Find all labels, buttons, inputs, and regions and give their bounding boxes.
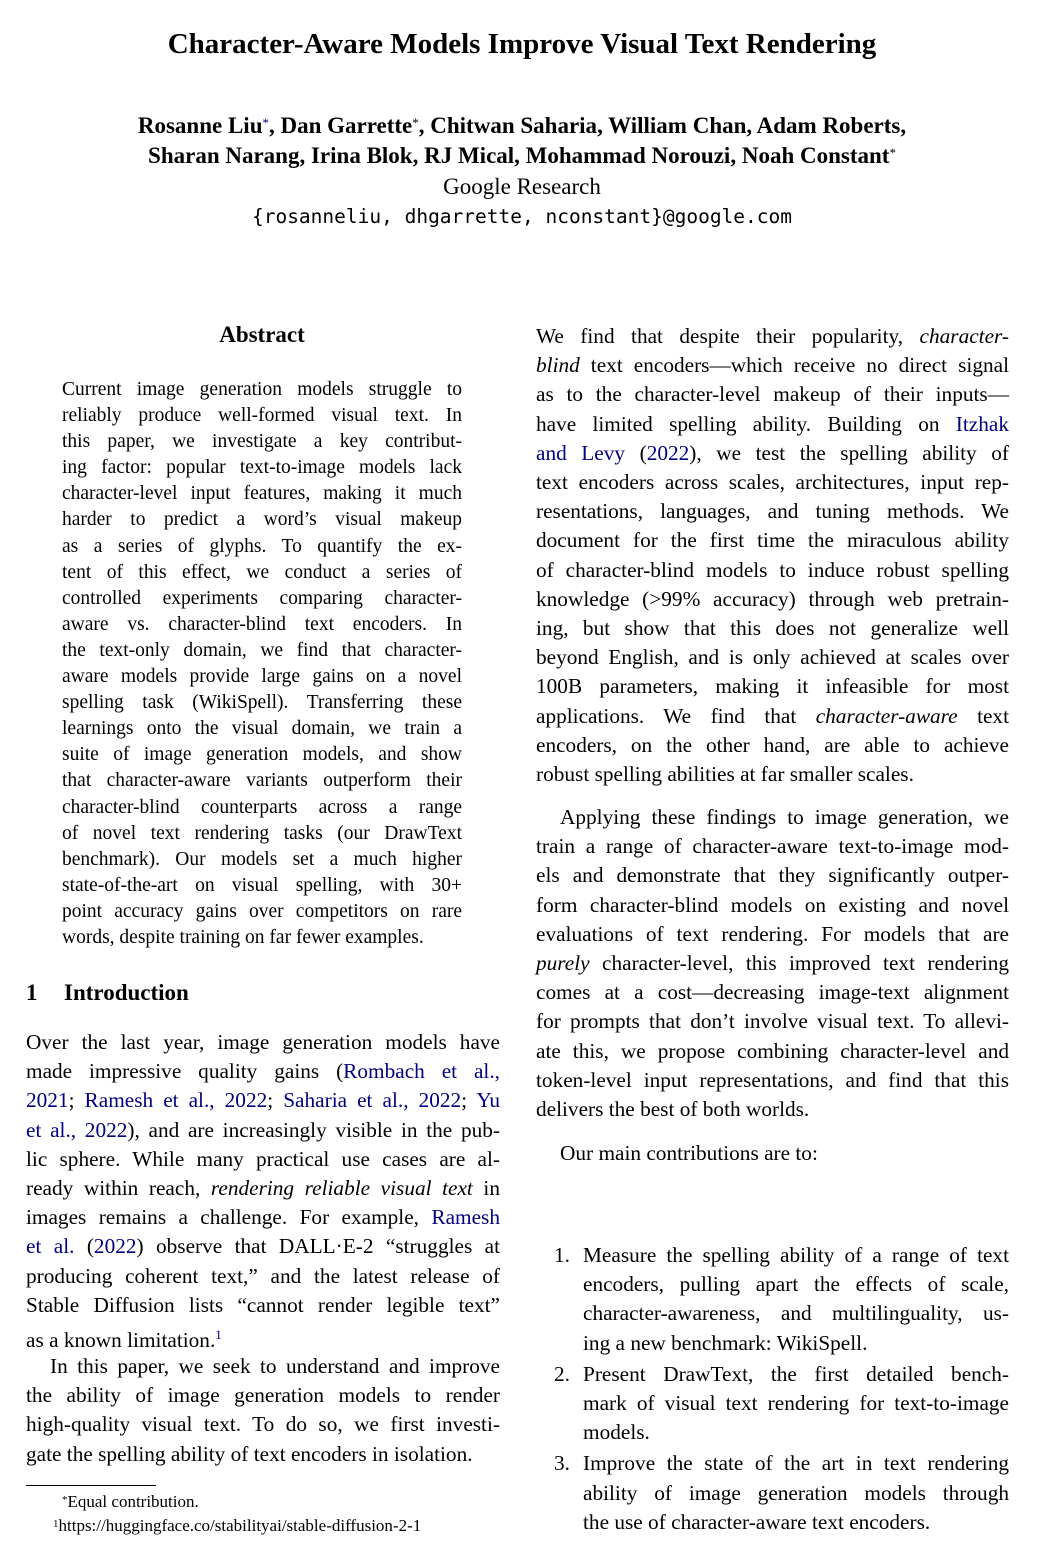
text-line: mark of visual text rendering for text-to-image	[583, 1391, 1009, 1416]
text-line	[26, 1174, 500, 1203]
text-line: encoders, on the other hand, are able to achieve	[536, 732, 1009, 757]
text-run: ;	[461, 1088, 477, 1113]
right-paragraph-1	[536, 322, 1009, 789]
citation-link-yu[interactable]: Yu	[476, 1088, 500, 1113]
text-run: (	[625, 440, 647, 465]
text-line: ing, but show that this does not generalize well	[536, 616, 1009, 641]
text-line: 100B parameters, making it infeasible for most	[536, 674, 1009, 699]
text-line: Improve the state of the art in text rendering	[583, 1451, 1009, 1476]
citation-link-ramesh-2-year[interactable]: 2022	[93, 1234, 137, 1259]
footnote-url[interactable]: https://huggingface.co/stabilityai/stable-diffusion-2-1	[58, 1516, 422, 1535]
text-line: train a range of character-aware text-to-image mod-	[536, 834, 1009, 859]
text-line	[536, 949, 1009, 978]
text-line	[536, 410, 1009, 439]
abstract-line: of novel text rendering tasks (our DrawText	[62, 822, 462, 844]
text-line: evaluations of text rendering. For models that are	[536, 921, 1009, 946]
abstract-line: character-blind counterparts across a range	[62, 796, 462, 818]
section-heading-introduction	[26, 978, 189, 1008]
right-paragraph-3	[536, 1139, 1009, 1168]
abstract-line: words, despite training on far fewer examples.	[62, 926, 424, 948]
text-run: ;	[68, 1088, 85, 1113]
citation-link-itzhak[interactable]: Itzhak	[955, 411, 1009, 436]
text-line: the use of character-aware text encoders.	[583, 1509, 931, 1534]
abstract-line: aware models provide large gains on a novel	[62, 666, 462, 688]
citation-link-rombach[interactable]: Rombach et al.,	[343, 1059, 500, 1084]
abstract-body	[62, 377, 462, 951]
intro-paragraph-2	[26, 1352, 500, 1469]
paper-title: Character-Aware Models Improve Visual Text Rendering	[167, 28, 877, 60]
citation-link-ramesh-2-etal[interactable]: et al.	[26, 1234, 75, 1259]
citation-link-saharia[interactable]: Saharia et al., 2022	[283, 1088, 462, 1113]
list-number: 2.	[554, 1361, 570, 1386]
abstract-line: suite of image generation models, and show	[62, 744, 462, 766]
text-line: token-level input representations, and find that this	[536, 1067, 1009, 1092]
abstract-line: the text-only domain, we find that character-	[62, 639, 462, 661]
footnote-text: Equal contribution.	[67, 1492, 199, 1511]
list-number: 3.	[554, 1451, 570, 1476]
abstract-line: point accuracy gains over competitors on rare	[62, 900, 462, 922]
abstract-line: Current image generation models struggle to	[62, 379, 462, 400]
author-line-2: Sharan Narang, Irina Blok, RJ Mical, Mohammad Norouzi, Noah Constant*	[148, 143, 896, 168]
emphasis: character-	[919, 324, 1009, 348]
author-name: Adam Roberts	[756, 113, 901, 138]
text-line: comes at a cost—decreasing image-text alignment	[536, 980, 1009, 1005]
text-run: as a known limitation.	[26, 1328, 216, 1353]
text-line: gate the spelling ability of text encoders in isolation.	[26, 1441, 473, 1466]
footnote-1	[26, 1514, 506, 1538]
intro-paragraph-1	[26, 1028, 500, 1355]
text-line	[536, 439, 1009, 468]
footnote-divider	[26, 1485, 156, 1486]
abstract-line: character-level input features, making it much	[62, 483, 462, 505]
text-run: in	[472, 1176, 500, 1201]
author-name: William Chan	[608, 113, 747, 138]
text-line: producing coherent text,” and the latest release of	[26, 1263, 500, 1288]
abstract-line: tent of this effect, we conduct a series of	[62, 561, 462, 583]
citation-link-itzhak-year[interactable]: 2022	[646, 440, 690, 465]
text-line: Measure the spelling ability of a range of text	[583, 1243, 1009, 1267]
text-run: applications. We find that	[536, 703, 816, 728]
text-line: delivers the best of both worlds.	[536, 1097, 810, 1122]
abstract-line: harder to predict a word’s visual makeup	[62, 509, 462, 531]
text-line: lic sphere. While many practical use cases are al-	[26, 1146, 500, 1171]
text-line	[26, 1057, 500, 1086]
text-run: images remains a challenge. For example,	[26, 1205, 432, 1230]
text-run: made impressive quality gains (	[26, 1059, 344, 1084]
text-line: as to the character-level makeup of their inputs—	[536, 382, 1009, 407]
text-line: high-quality visual text. To do so, we first investi-	[26, 1412, 500, 1437]
text-line: encoders, pulling apart the effects of scale,	[583, 1272, 1009, 1297]
text-line: models.	[583, 1420, 650, 1445]
text-line	[26, 1320, 500, 1355]
text-line: the ability of image generation models to render	[26, 1383, 500, 1408]
right-paragraph-2	[536, 803, 1009, 1124]
abstract-line: spelling task (WikiSpell). Transferring these	[62, 692, 462, 714]
text-line	[26, 1086, 500, 1115]
text-run: have limited spelling ability. Building on	[536, 411, 956, 436]
footnote-mark: *	[62, 1494, 68, 1506]
abstract-heading: Abstract	[219, 322, 305, 347]
footnote-equal-contribution	[26, 1490, 506, 1514]
citation-link-rombach-year[interactable]: 2021	[26, 1088, 69, 1113]
text-line	[26, 1116, 500, 1145]
text-line	[536, 702, 1009, 731]
text-line: robust spelling abilities at far smaller scales.	[536, 762, 914, 787]
text-run: ), we test the spelling ability of	[689, 440, 1009, 465]
text-run: ) observe that DALL·E-2 “struggles at	[136, 1234, 500, 1259]
text-line: character-awareness, and multilinguality, us-	[583, 1301, 1009, 1326]
citation-link-ramesh-2[interactable]: Ramesh	[431, 1205, 500, 1230]
text-line: resentations, languages, and tuning methods. We	[536, 499, 1009, 524]
list-item	[536, 1241, 1009, 1358]
emphasis: blind	[536, 353, 580, 378]
text-line: Stable Diffusion lists “cannot render legible text”	[26, 1292, 500, 1317]
equal-contribution-mark: *	[889, 145, 896, 160]
text-run: ;	[267, 1088, 284, 1113]
citation-link-ramesh[interactable]: Ramesh et al., 2022	[84, 1088, 268, 1113]
emphasis: character-aware	[815, 703, 958, 728]
author-name: Chitwan Saharia	[430, 113, 598, 138]
abstract-line: that character-aware variants outperform their	[62, 770, 462, 792]
text-line: ate this, we propose combining character-level and	[536, 1038, 1009, 1063]
text-line	[26, 1203, 500, 1232]
emphasis: rendering reliable visual text	[210, 1176, 473, 1201]
author-list	[0, 111, 1044, 171]
abstract-line: controlled experiments comparing character-	[62, 587, 462, 609]
text-run: ), and are increasingly visible in the pub-	[127, 1117, 500, 1142]
affiliation: Google Research	[443, 174, 601, 199]
text-line: Over the last year, image generation models have	[26, 1030, 500, 1054]
text-run: text	[957, 703, 1009, 728]
abstract-line: this paper, we investigate a key contribut-	[62, 431, 462, 453]
author-name: Sharan Narang	[148, 143, 300, 168]
text-line: for prompts that don’t involve visual text. To allevi-	[536, 1009, 1009, 1034]
abstract-line: reliably produce well-formed visual text. In	[62, 405, 462, 427]
footnote-ref-1[interactable]: 1	[215, 1327, 222, 1343]
author-name: Irina Blok	[310, 143, 413, 168]
abstract-line: learnings onto the visual domain, we train a	[62, 718, 462, 740]
section-title: Introduction	[64, 980, 189, 1005]
text-run: We find that despite their popularity,	[536, 324, 920, 348]
text-line: knowledge (>99% accuracy) through web pretrain-	[536, 586, 1009, 611]
text-line	[26, 1232, 500, 1261]
section-number: 1	[26, 980, 38, 1005]
contributions-list	[536, 1241, 1009, 1537]
author-name: Rosanne Liu	[137, 113, 263, 138]
text-line: In this paper, we seek to understand and improve	[50, 1354, 500, 1378]
text-run: character-level, this improved text rendering	[589, 951, 1009, 976]
abstract-line: state-of-the-art on visual spelling, with 30+	[62, 874, 462, 896]
list-number: 1.	[554, 1243, 570, 1267]
author-name: RJ Mical	[424, 143, 515, 168]
equal-contribution-mark[interactable]: *	[262, 115, 269, 130]
text-run: ready within reach,	[26, 1176, 211, 1201]
author-name: Noah Constant	[741, 143, 890, 168]
text-line: els and demonstrate that they significantly outper-	[536, 863, 1009, 888]
author-name: Mohammad Norouzi	[525, 143, 731, 168]
citation-link-yu-year[interactable]: et al., 2022	[26, 1117, 128, 1142]
emphasis: purely	[536, 951, 590, 976]
footnote-mark: 1	[53, 1518, 59, 1530]
text-run: text encoders—which receive no direct signal	[579, 353, 1009, 378]
author-name: Dan Garrette	[280, 113, 413, 138]
footnotes	[26, 1490, 506, 1538]
text-line: Applying these findings to image generation, we	[560, 805, 1009, 829]
list-item	[536, 1449, 1009, 1537]
text-line: of character-blind models to induce robust spelling	[536, 557, 1009, 582]
abstract-line: as a series of glyphs. To quantify the ex-	[62, 535, 462, 557]
equal-contribution-mark: *	[412, 115, 419, 130]
text-line: ability of image generation models through	[583, 1480, 1009, 1505]
abstract-line: aware vs. character-blind text encoders. In	[62, 613, 462, 635]
text-line: ing a new benchmark: WikiSpell.	[583, 1330, 868, 1355]
text-line: text encoders across scales, architectures, input rep-	[536, 470, 1009, 495]
text-line	[536, 322, 1009, 351]
text-line: Our main contributions are to:	[560, 1141, 818, 1165]
citation-link-itzhak-levy[interactable]: and Levy	[536, 440, 626, 465]
text-line: document for the first time the miraculous ability	[536, 528, 1009, 553]
text-line: beyond English, and is only achieved at scales over	[536, 645, 1009, 670]
text-run: (	[74, 1234, 94, 1259]
text-line	[536, 351, 1009, 380]
text-line: Present DrawText, the first detailed bench-	[583, 1361, 1009, 1386]
contact-email: {rosanneliu, dhgarrette, nconstant}@google.com	[251, 205, 793, 228]
abstract-line: ing factor: popular text-to-image models lack	[62, 457, 462, 479]
list-item	[536, 1360, 1009, 1448]
author-line-1: Rosanne Liu*, Dan Garrette*, Chitwan Saharia, William Chan, Adam Roberts,	[137, 113, 907, 138]
abstract-line: benchmark). Our models set a much higher	[62, 848, 462, 870]
text-line: form character-blind models on existing and novel	[536, 892, 1009, 917]
